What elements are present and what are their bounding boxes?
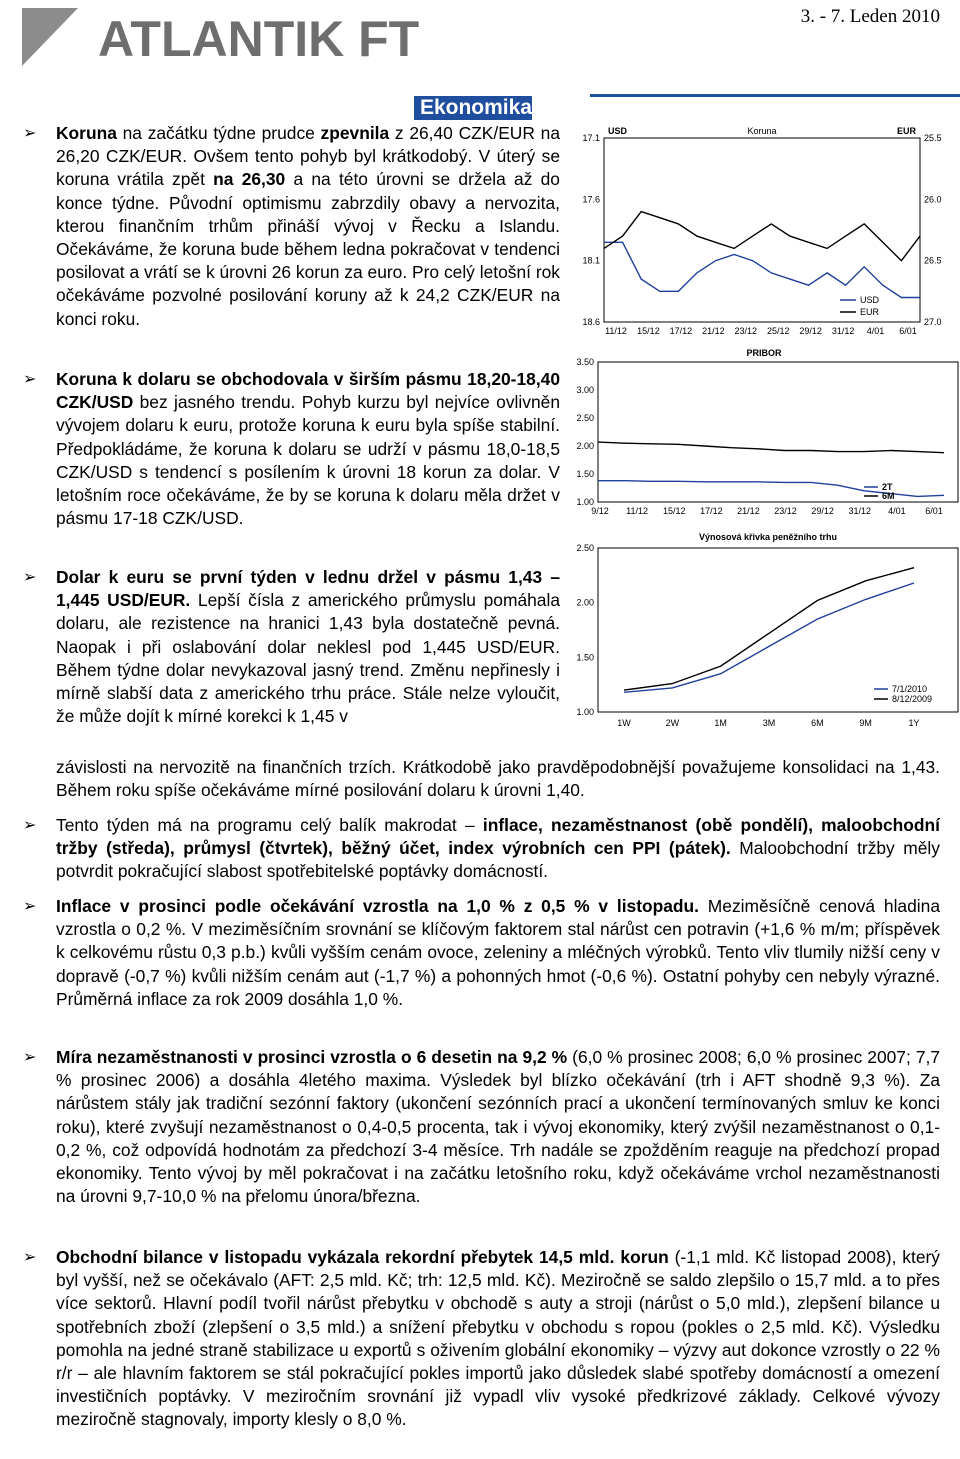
- series-line-7-1-2010: [624, 583, 914, 692]
- right-axis-label: EUR: [896, 126, 916, 136]
- x-tick-label: 2W: [665, 718, 680, 728]
- x-tick-label: 23/12: [774, 506, 797, 516]
- left-tick-label: 18.1: [582, 255, 600, 266]
- y-tick-label: 3.00: [576, 385, 594, 395]
- legend-label-7-1-2010: 7/1/2010: [892, 684, 928, 694]
- x-tick-label: 15/12: [637, 326, 660, 336]
- x-tick-label: 21/12: [737, 506, 760, 516]
- series-line-eur: [604, 212, 920, 261]
- x-tick-label: 25/12: [766, 326, 790, 336]
- bullet-icon: ➢: [23, 125, 37, 142]
- left-tick-label: 17.1: [582, 133, 600, 143]
- y-tick-label: 1.50: [576, 469, 594, 479]
- chart-pribor: [568, 340, 960, 540]
- legend-label-eur: EUR: [860, 307, 880, 317]
- x-tick-label: 6/01: [925, 506, 943, 516]
- right-tick-label: 27.0: [924, 317, 942, 327]
- x-tick-label: 4/01: [866, 326, 885, 336]
- chart-title: Výnosová křivka peněžního trhu: [698, 532, 838, 542]
- y-tick-label: 2.00: [576, 597, 594, 608]
- x-tick-label: 1Y: [908, 718, 920, 728]
- x-tick-label: 21/12: [702, 326, 725, 336]
- paragraph-dolar-euro: ➢ Dolar k euru se první týden v lednu držel v pásmu 1,43 – 1,445 USD/EUR. Lepší čísla z amerického průmyslu pomáhala dolaru, ale rezistence na hranici 1,43 byla dostatečně pevná. Naopak i při oslabování dolar neklesl pod 1,445 USD/EUR. Během týdne dolar nevykazoval jasný trend. Změnu nepřinesly i mírně slabší data z amerického trhu práce. Stále nelze vyloučit, že může dojít k mírné korekci k 1,45 v: [23, 567, 561, 727]
- chart-yield-curve: [568, 530, 960, 730]
- chart-title: Koruna: [747, 126, 777, 136]
- x-tick-label: 31/12: [831, 326, 855, 336]
- bullet-icon: ➢: [23, 1249, 37, 1266]
- right-tick-label: 25.5: [924, 133, 942, 143]
- x-tick-label: 15/12: [662, 506, 686, 516]
- paragraph-koruna-eur: ➢ Koruna na začátku týdne prudce zpevnila z 26,40 CZK/EUR na 26,20 CZK/EUR. Ovšem tento pohyb byl krátkodobý. V úterý se koruna vrátila zpět na 26,30 a na této úrovni se držela až do konce týdne. Původní optimismu zabrzdily obavy a nervozita, kterou finančním trhům přináší vývoj v Řecku a Islandu. Očekáváme, že koruna bude během ledna pokračovat v tendenci posilovat a vrátí se k úrovni 26 korun za euro. Pro celý letošní rok očekáváme pozvolné posilování koruny až k 24,2 CZK/EUR na konci roku.: [23, 123, 560, 329]
- x-tick-label: 11/12: [605, 326, 627, 336]
- y-tick-label: 3.50: [576, 357, 594, 367]
- x-tick-label: 4/01: [888, 506, 906, 516]
- y-tick-label: 2.50: [576, 413, 594, 423]
- y-tick-label: 1.00: [576, 707, 594, 717]
- right-tick-label: 26.0: [924, 194, 942, 205]
- paragraph-dolar-euro-cont: závislosti na nervozitě na finančních trzích. Krátkodobě jako pravděpodobnější považujeme konsolidaci na 1,43. Během roku spíše očekáváme mírné posilování dolaru k úrovni 1,40.: [56, 757, 940, 801]
- logo-text: ATLANTIK FT: [98, 11, 420, 67]
- section-title: Ekonomika: [414, 96, 532, 120]
- y-tick-label: 1.50: [576, 652, 594, 663]
- paragraph-inflace: ➢ Inflace v prosinci podle očekávání vzrostla na 1,0 % z 0,5 % v listopadu. Meziměsíčně cenová hladina vzrostla o 0,2 %. V meziměsíčním srovnání se klíčovým faktorem stal nárůst cen potravin (+1,6 % m/m; příspěvek k celkovému růstu 0,3 p.b.) kvůli vyšším cenám ovoce, zeleniny a mléčných výrobků. Tento vliv tlumily nižší ceny v dopravě (-0,7 %) kvůli nižším cenám aut (-1,7 %) a pohonných hmot (-0,6 %). Ostatní pohyby cen nebyly výrazné. Průměrná inflace za rok 2009 dosáhla 1,0 %.: [23, 896, 940, 1009]
- chart-title: PRIBOR: [746, 348, 782, 358]
- chart-koruna: [568, 122, 960, 352]
- bullet-icon: ➢: [23, 898, 37, 915]
- left-tick-label: 18.6: [582, 317, 600, 327]
- series-line-usd: [604, 242, 920, 297]
- bullet-icon: ➢: [23, 1049, 37, 1066]
- paragraph-makrodata: ➢ Tento týden má na programu celý balík makrodat – inflace, nezaměstnanost (obě pondělí), maloobchodní tržby (středa), průmysl (čtvrtek), běžný účet, index výrobních cen PPI (pátek). Maloobchodní tržby měly potvrdit pokračující slabost spotřebitelské poptávky domácností.: [23, 815, 940, 882]
- x-tick-label: 23/12: [734, 326, 758, 336]
- series-line-6m: [598, 442, 944, 453]
- bullet-icon: ➢: [23, 371, 37, 388]
- x-tick-label: 6/01: [899, 326, 917, 336]
- legend-label-2t: 2T: [882, 482, 893, 492]
- bullet-icon: ➢: [23, 569, 37, 586]
- x-tick-label: 1M: [714, 718, 727, 728]
- left-axis-label: USD: [608, 126, 628, 136]
- left-tick-label: 17.6: [582, 194, 600, 205]
- legend-label-8-12-2009: 8/12/2009: [892, 694, 933, 704]
- x-tick-label: 9/12: [591, 506, 609, 516]
- atlantik-logo: [22, 4, 420, 70]
- bullet-icon: ➢: [23, 817, 37, 834]
- x-tick-label: 9M: [859, 718, 872, 728]
- x-tick-label: 29/12: [799, 326, 822, 336]
- paragraph-koruna-usd: ➢ Koruna k dolaru se obchodovala v širším pásmu 18,20-18,40 CZK/USD bez jasného trendu. Pohyb kurzu byl nejvíce ovlivněn vývojem dolaru k euru, protože koruna k euru byla spíše stabilní. Předpokládáme, že koruna k dolaru se udrží v pásmu 18,0-18,5 CZK/USD s tendencí s posílením k úrovni 18 korun za dolar. V letošním roce očekáváme, že by se koruna k dolaru měla držet v pásmu 17-18 CZK/USD.: [23, 369, 560, 529]
- paragraph-obchodni-bilance: ➢ Obchodní bilance v listopadu vykázala rekordní přebytek 14,5 mld. korun (-1,1 mld. Kč listopad 2008), který byl vyšší, než se očekávalo (AFT: 2,5 mld. Kč; trh: 12,5 mld. Kč). Meziročně se saldo zlepšilo o 15,7 mld. a to přes více sektorů. Hlavní podíl tvořil nárůst přebytku v obchodě s auty a stroji (nárůst o 5,0 mld.), zlepšení bilance u spotřebních zboží (zlepšení o 3,5 mld.) a snížení přebytku v obchodu s ropou (pokles o 2,5 mld. Kč). Výsledku pomohla na jedné straně stabilizace u exportů s oživením globální ekonomiky – výzvy aut dokonce vzrostly o 22 % r/r – ale hlavním faktorem se stál pokračující pokles importů jako důsledek slabé spotřeby domácností a omezení investičních poptávky. V meziročním srovnání již vypadl vliv vysoké předkrizové základy. Celkové vývozy meziročně stagnovaly, importy klesly o 8,0 %.: [23, 1247, 940, 1430]
- section-header: [56, 94, 960, 120]
- legend-label-6m: 6M: [882, 491, 895, 501]
- y-tick-label: 1.00: [576, 497, 594, 507]
- y-tick-label: 2.50: [576, 543, 594, 553]
- x-tick-label: 29/12: [811, 506, 834, 516]
- x-tick-label: 17/12: [700, 506, 723, 516]
- y-tick-label: 2.00: [576, 441, 594, 451]
- paragraph-nezamestnanost: ➢ Míra nezaměstnanosti v prosinci vzrostla o 6 desetin na 9,2 % (6,0 % prosinec 2008; 6,0 % prosinec 2007; 7,7 % prosinec 2006) a dosáhla 4letého maxima. Výsledek byl blízko očekávání (trh i AFT shodně 9,3 %). Za nárůstem stály jak tradiční sezónní faktory (ukončení sezónních prací a ukončení termínovaných smluv ke konci roku), které zvyšují nezaměstnanost o 0,4-0,5 procenta, tak i vývoj ekonomiky, který zvýšil nezaměstnanost o 0,1-0,2 %, což odpovídá hodnotám za předchozí 3-4 měsíce. Trh nadále se zpožděním reaguje na předchozí propad ekonomiky. Tento vývoj by měl pokračovat i na začátku letošního roku, když očekáváme vrchol nezaměstnanosti na úrovni 9,7-10,0 % na přelomu února/března.: [23, 1047, 941, 1207]
- x-tick-label: 1W: [617, 718, 631, 728]
- x-tick-label: 17/12: [669, 326, 693, 336]
- x-tick-label: 6M: [811, 718, 824, 728]
- x-tick-label: 3M: [762, 718, 776, 728]
- x-tick-label: 31/12: [848, 506, 872, 516]
- right-tick-label: 26.5: [924, 255, 942, 266]
- report-date: 3. - 7. Leden 2010: [800, 6, 940, 27]
- x-tick-label: 11/12: [626, 506, 649, 516]
- series-line-8-12-2009: [624, 568, 914, 690]
- legend-label-usd: USD: [860, 295, 880, 305]
